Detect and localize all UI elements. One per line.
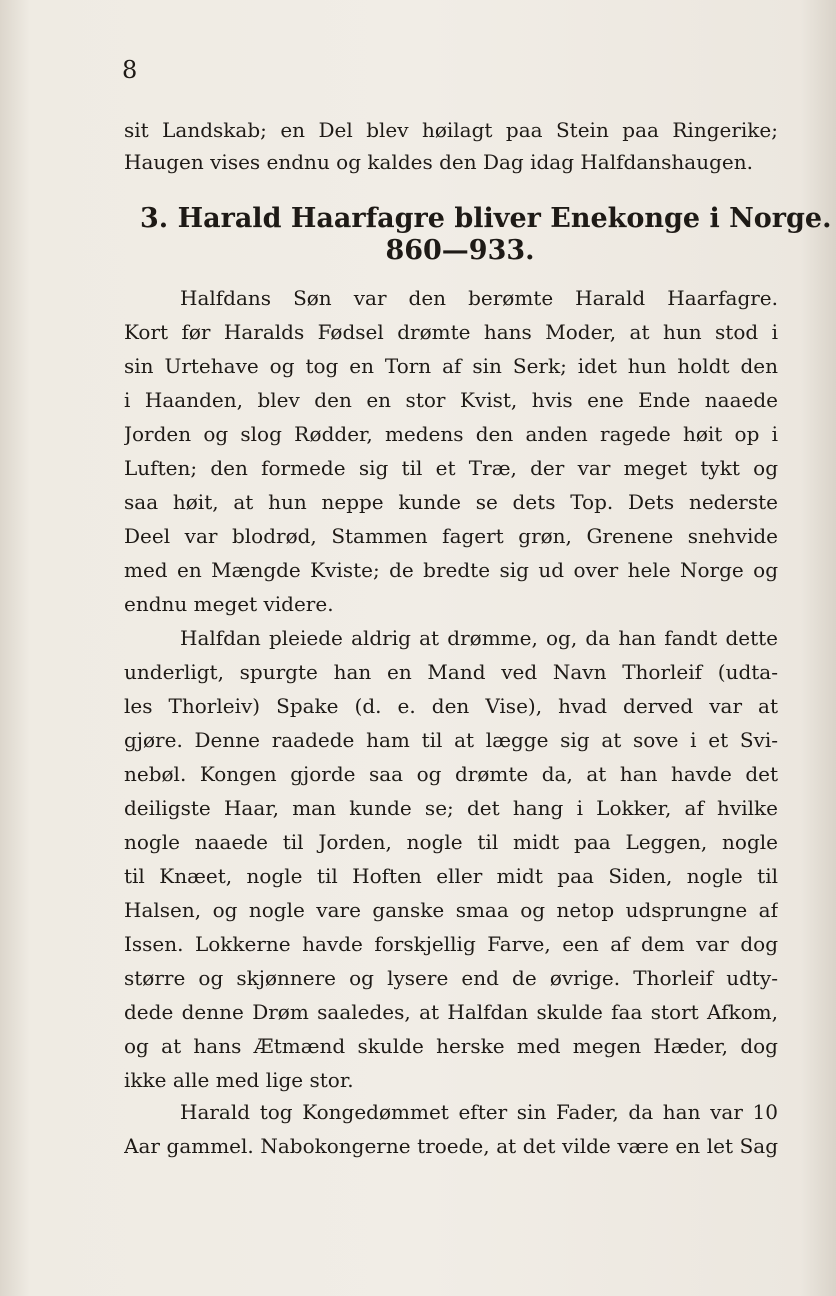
text-line: les Thorleiv) Spake (d. e. den Vise), hvad derved var at	[124, 694, 778, 718]
text-line: Aar gammel. Nabokongerne troede, at det vilde være en let Sag	[124, 1134, 778, 1158]
text-line: nogle naaede til Jorden, nogle til midt paa Leggen, nogle	[124, 830, 778, 854]
text-line: Halsen, og nogle vare ganske smaa og netop udsprungne af	[124, 898, 778, 922]
text-line: Haugen vises endnu og kaldes den Dag idag Halfdanshaugen.	[124, 150, 753, 174]
text-line: Jorden og slog Rødder, medens den anden ragede høit op i	[124, 422, 778, 446]
text-line: og at hans Ætmænd skulde herske med megen Hæder, dog	[124, 1034, 778, 1058]
section-heading-years: 860—933.	[385, 235, 535, 266]
text-line: større og skjønnere og lysere end de øvrige. Thorleif udty-	[124, 966, 778, 990]
text-line: saa høit, at hun neppe kunde se dets Top. Dets nederste	[124, 490, 778, 514]
text-line: gjøre. Denne raadede ham til at lægge sig at sove i et Svi-	[124, 728, 778, 752]
page-number: 8	[122, 56, 138, 84]
text-line: Kort før Haralds Fødsel drømte hans Moder, at hun stod i	[124, 320, 778, 344]
text-line: sin Urtehave og tog en Torn af sin Serk; idet hun holdt den	[124, 354, 778, 378]
text-line: med en Mængde Kviste; de bredte sig ud over hele Norge og	[124, 558, 778, 582]
text-line: deiligste Haar, man kunde se; det hang i Lokker, af hvilke	[124, 796, 778, 820]
section-heading: 3. Harald Haarfagre bliver Enekonge i Norge.	[140, 203, 832, 234]
text-line: ikke alle med lige stor.	[124, 1068, 354, 1092]
text-line: Issen. Lokkerne havde forskjellig Farve, een af dem var dog	[124, 932, 778, 956]
paragraph-first-line: Harald tog Kongedømmet efter sin Fader, da han var 10	[180, 1100, 778, 1124]
text-line: Deel var blodrød, Stammen fagert grøn, Grenene snehvide	[124, 524, 778, 548]
paragraph-first-line: Halfdan pleiede aldrig at drømme, og, da han fandt dette	[180, 626, 778, 650]
text-line: endnu meget videre.	[124, 592, 334, 616]
text-line: Luften; den formede sig til et Træ, der var meget tykt og	[124, 456, 778, 480]
text-line: til Knæet, nogle til Hoften eller midt paa Siden, nogle til	[124, 864, 778, 888]
paragraph-first-line: Halfdans Søn var den berømte Harald Haarfagre.	[180, 286, 778, 310]
text-line: dede denne Drøm saaledes, at Halfdan skulde faa stort Afkom,	[124, 1000, 778, 1024]
text-line: nebøl. Kongen gjorde saa og drømte da, at han havde det	[124, 762, 778, 786]
text-line: underligt, spurgte han en Mand ved Navn Thorleif (udta-	[124, 660, 778, 684]
text-line: sit Landskab; en Del blev høilagt paa Stein paa Ringerike;	[124, 118, 778, 142]
text-line: i Haanden, blev den en stor Kvist, hvis ene Ende naaede	[124, 388, 778, 412]
